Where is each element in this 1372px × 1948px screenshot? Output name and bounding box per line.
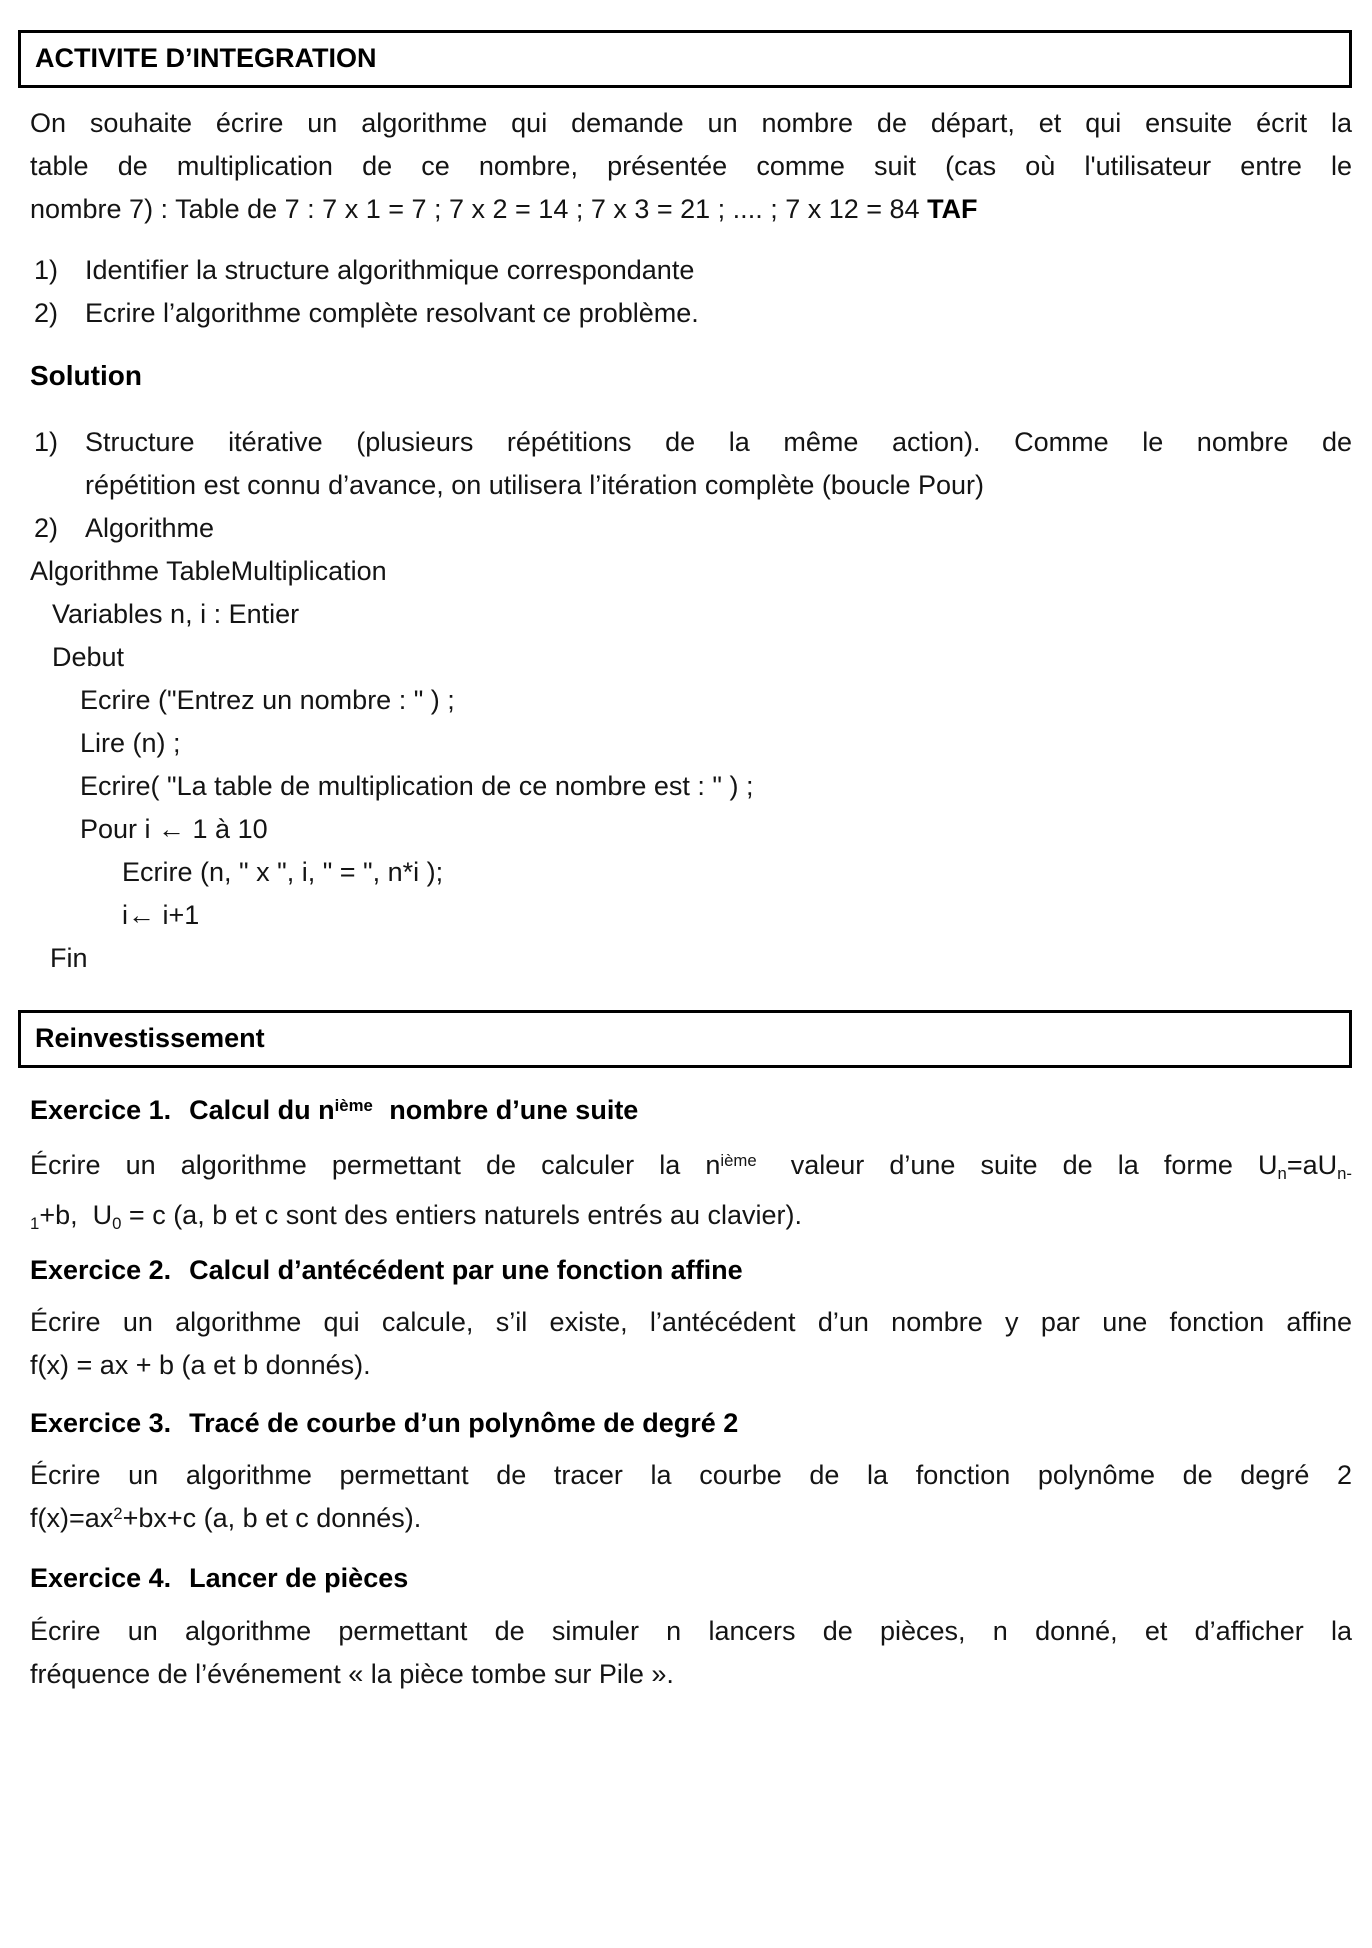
intro-line-3 [30, 188, 1352, 231]
section1-title-box [18, 30, 1352, 88]
solution-item-1-line-2: répétition est connu d’avance, on utilisera l’itération complète (boucle Pour) [85, 470, 985, 500]
exercise-2-body-line-1: Écrire un algorithme qui calcule, s’il existe, l’antécédent d’un nombre y par une fonction affine [30, 1307, 1352, 1337]
algorithm-line-pour: Pour i ← 1 à 10 [80, 814, 268, 844]
exercise-4-body-line-2: fréquence de l’événement « la pièce tombe sur Pile ». [30, 1659, 674, 1689]
task-item-2-number: 2) [34, 298, 59, 328]
task-item-1-text: Identifier la structure algorithmique correspondante [85, 255, 695, 285]
task-item-1 [34, 249, 1352, 292]
section2-title: Reinvestissement [35, 1023, 265, 1053]
exercise-3-body-seg-1: f(x)=ax [30, 1503, 114, 1533]
intro-line-1: On souhaite écrire un algorithme qui demande un nombre de départ, et qui ensuite écrit la [30, 108, 1352, 138]
exercise-1-body-sub-0: 0 [112, 1213, 122, 1233]
intro-line-2: table de multiplication de ce nombre, présentée comme suit (cas où l'utilisateur entre le [30, 151, 1352, 181]
exercise-3-body-sup-2: 2 [113, 1504, 123, 1524]
exercise-2-title: Calcul d’antécédent par une fonction affine [189, 1255, 743, 1285]
exercise-2-body [30, 1301, 1352, 1387]
exercise-4-body-line-1: Écrire un algorithme permettant de simuler n lancers de pièces, n donné, et d’afficher la [30, 1616, 1352, 1646]
exercise-3-body-line-1: Écrire un algorithme permettant de tracer la courbe de la fonction polynôme de degré 2 [30, 1460, 1352, 1490]
algorithm-line-variables: Variables n, i : Entier [52, 599, 300, 629]
algorithm-line-debut: Debut [52, 642, 125, 672]
exercise-1-body-seg-5: = c (a, b et c sont des entiers naturels entrés au clavier). [121, 1200, 802, 1230]
exercise-3-title: Tracé de courbe d’un polynôme de degré 2 [189, 1408, 739, 1438]
solution-item-2-number: 2) [34, 513, 59, 543]
solution-item-1 [34, 421, 1352, 507]
exercise-1-body-seg-2: valeur d’une suite de la forme U [765, 1150, 1278, 1180]
exercise-1-body-seg-4: +b, U [39, 1200, 113, 1230]
exercise-4-label: Exercice 4. [30, 1563, 172, 1593]
task-item-2-text: Ecrire l’algorithme complète resolvant ce problème. [85, 298, 699, 328]
algorithm-line-ecrire-1: Ecrire ("Entrez un nombre : " ) ; [80, 685, 455, 715]
exercise-1-body-sup: ième [720, 1151, 757, 1171]
exercise-1-title-pre: Calcul du n [189, 1095, 335, 1125]
exercise-3-heading [30, 1401, 1352, 1445]
exercise-2-heading [30, 1248, 1352, 1292]
solution-list [34, 421, 1352, 550]
exercise-1-heading [30, 1088, 1352, 1132]
exercise-4-heading [30, 1556, 1352, 1600]
section1-title: ACTIVITE D’INTEGRATION [35, 43, 377, 73]
exercise-4-body [30, 1610, 1352, 1696]
algorithm-block [0, 550, 1352, 980]
exercise-3-body-line-2 [30, 1497, 1352, 1540]
solution-item-1-text [85, 421, 1352, 507]
task-list [34, 249, 1352, 335]
exercise-3-label: Exercice 3. [30, 1408, 172, 1438]
algorithm-line-fin: Fin [50, 943, 88, 973]
intro-line-3-taf: TAF [927, 194, 978, 224]
solution-item-2-text: Algorithme [85, 513, 215, 543]
exercise-1-title-post: nombre d’une suite [381, 1095, 639, 1125]
exercise-1-body-seg-1: Écrire un algorithme permettant de calculer la n [30, 1150, 721, 1180]
algorithm-line-lire: Lire (n) ; [80, 728, 181, 758]
exercise-1-body-sub-n: n [1277, 1163, 1287, 1183]
algorithm-line-header: Algorithme TableMultiplication [30, 556, 387, 586]
exercise-1-body-seg-3: =aU [1286, 1150, 1338, 1180]
intro-paragraph [30, 102, 1352, 231]
solution-heading: Solution [30, 360, 142, 391]
exercise-3-body-seg-2: +bx+c (a, b et c donnés). [122, 1503, 422, 1533]
exercise-1-body-line-1 [30, 1140, 1352, 1190]
exercise-1-body-sub-n-minus: n- [1337, 1163, 1352, 1183]
solution-item-1-line-1: Structure itérative (plusieurs répétitions de la même action). Comme le nombre de [85, 427, 1352, 457]
exercise-1-label: Exercice 1. [30, 1095, 172, 1125]
task-item-2 [34, 292, 1352, 335]
exercise-1-body-sub-1: 1 [30, 1213, 40, 1233]
task-item-1-number: 1) [34, 255, 59, 285]
exercise-1-body-line-2 [30, 1190, 1352, 1240]
exercise-1-title-sup: ième [334, 1096, 373, 1116]
algorithm-line-ecrire-2: Ecrire( "La table de multiplication de ce nombre est : " ) ; [80, 771, 754, 801]
section2-title-box [18, 1010, 1352, 1068]
exercise-1-body [30, 1140, 1352, 1240]
algorithm-line-ecrire-3: Ecrire (n, " x ", i, " = ", n*i ); [122, 857, 444, 887]
intro-line-3-text: nombre 7) : Table de 7 : 7 x 1 = 7 ; 7 x 2 = 14 ; 7 x 3 = 21 ; .... ; 7 x 12 = 84 [30, 194, 928, 224]
exercise-3-body [30, 1454, 1352, 1540]
algorithm-line-increment: i← i+1 [122, 900, 200, 930]
exercise-2-body-line-2: f(x) = ax + b (a et b donnés). [30, 1350, 371, 1380]
exercise-4-title: Lancer de pièces [189, 1563, 409, 1593]
solution-item-2 [34, 507, 1352, 550]
solution-item-1-number: 1) [34, 427, 59, 457]
exercise-2-label: Exercice 2. [30, 1255, 172, 1285]
